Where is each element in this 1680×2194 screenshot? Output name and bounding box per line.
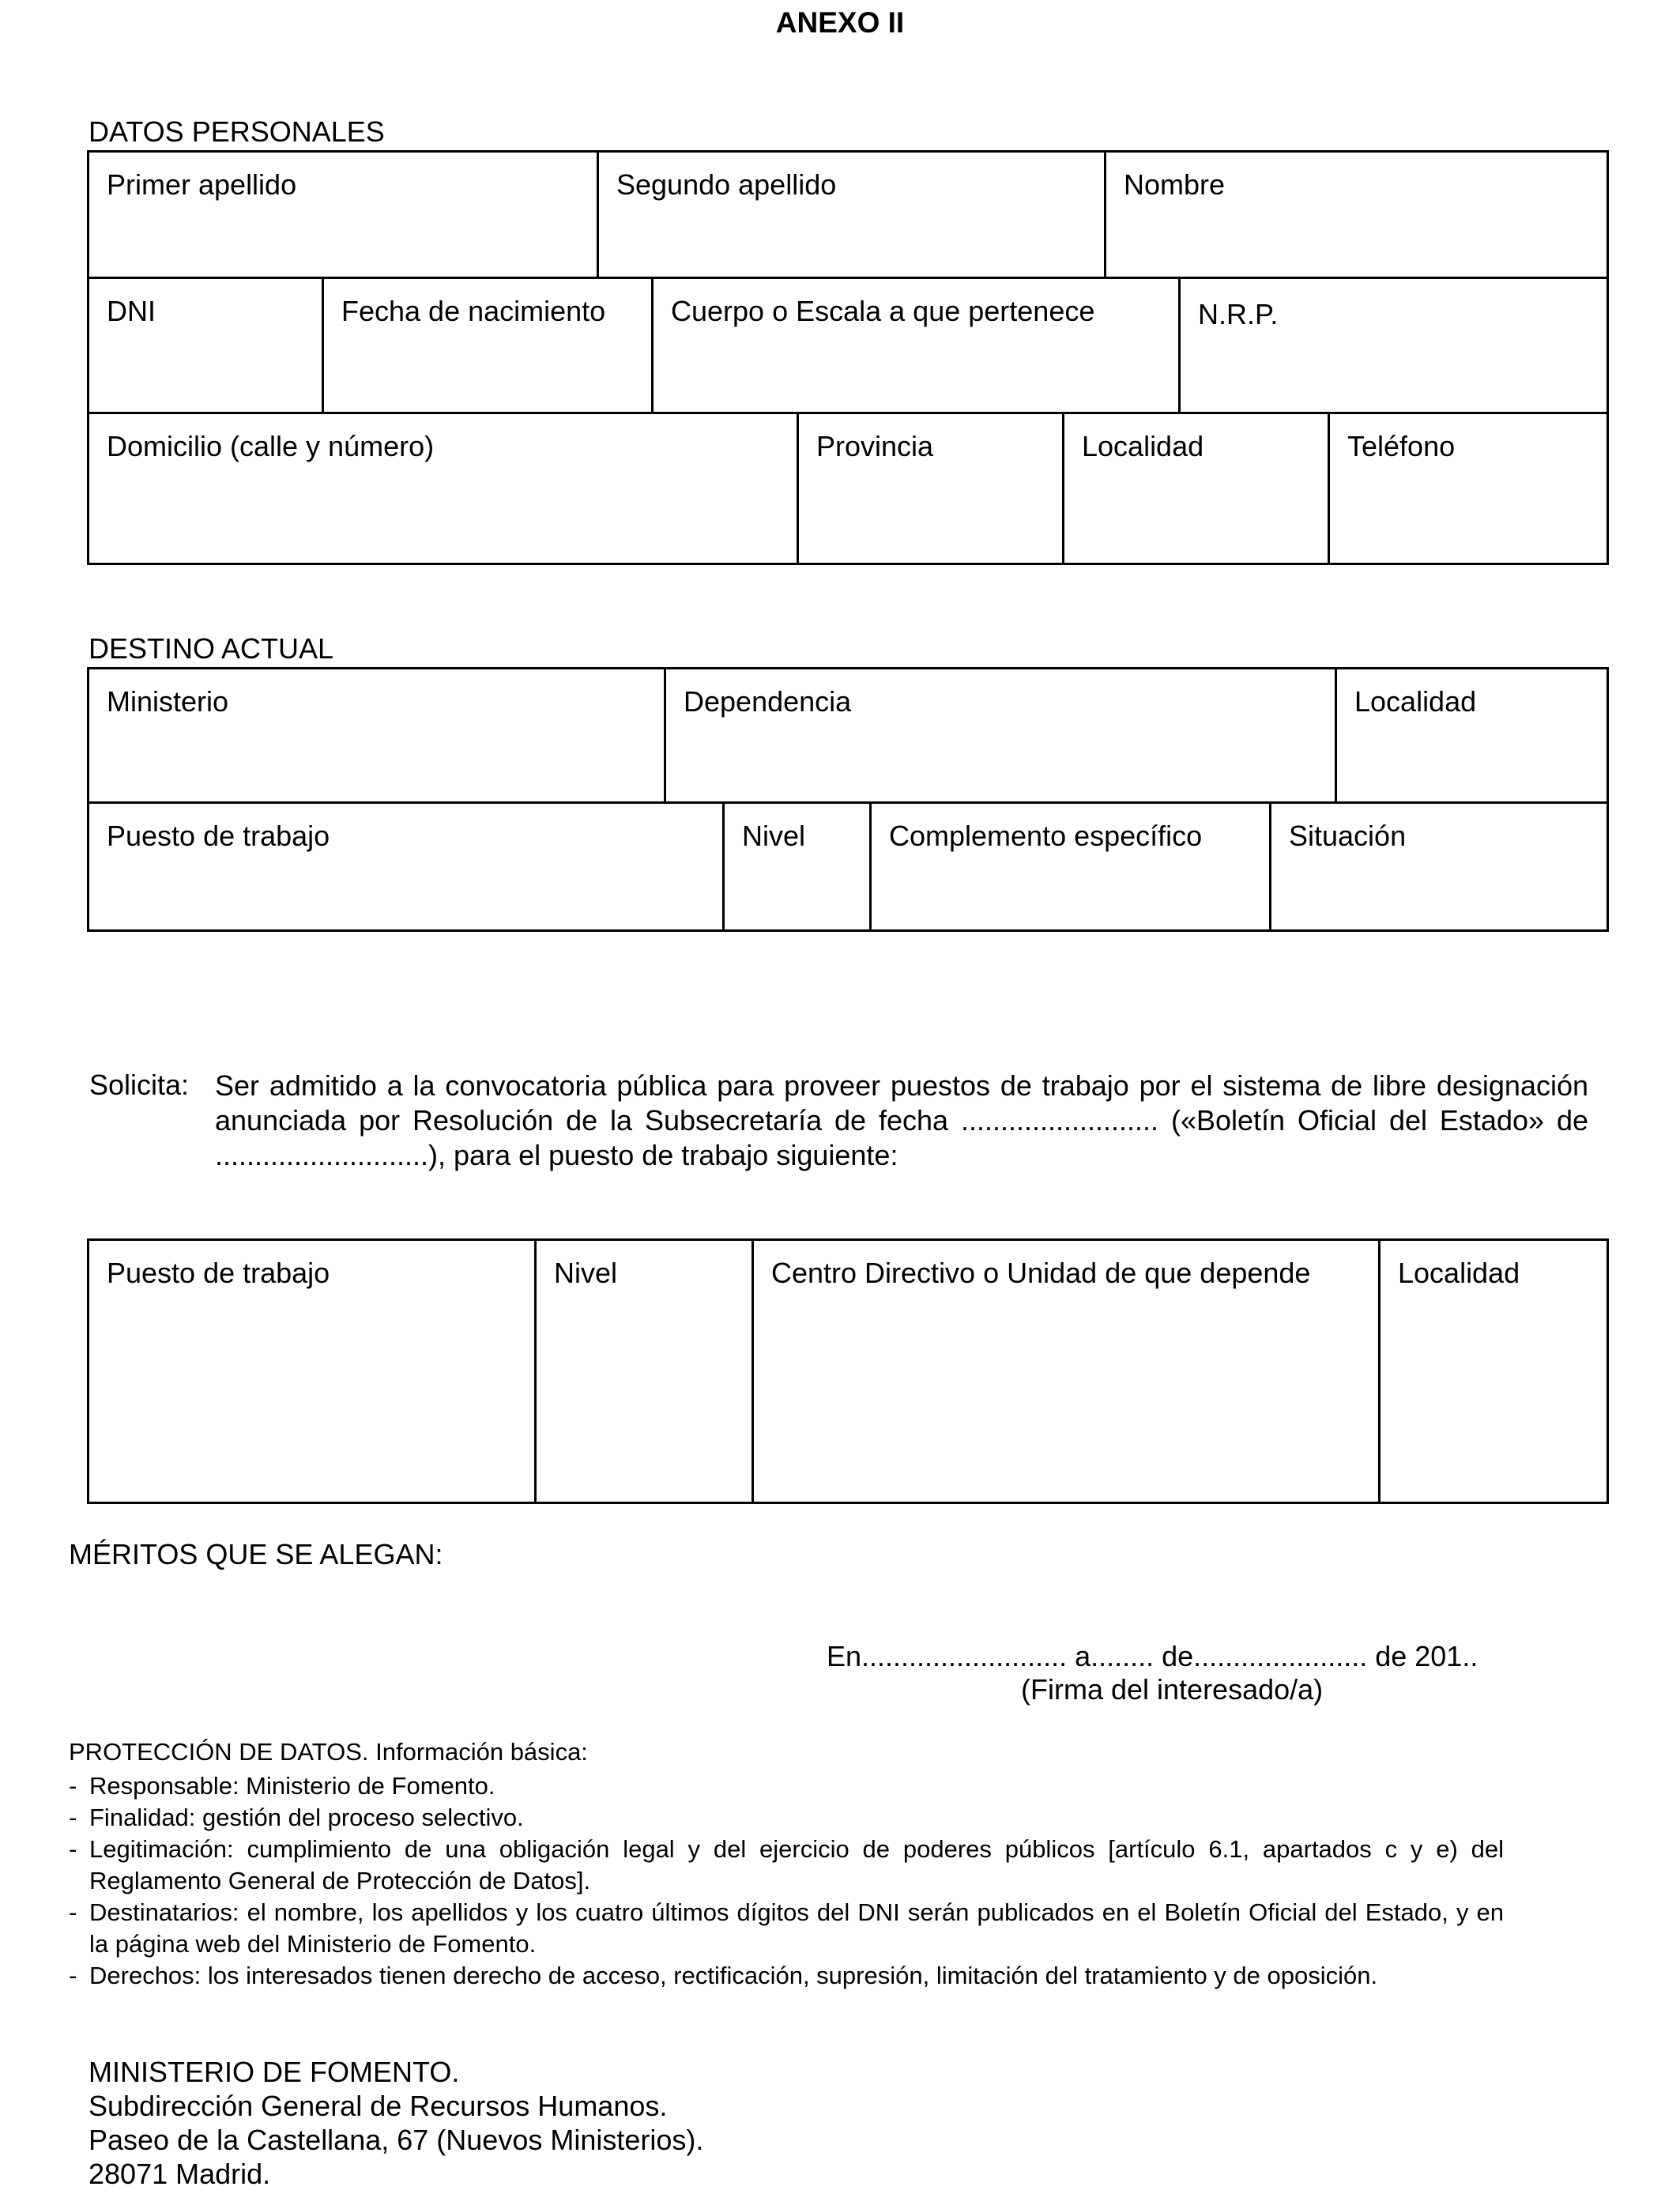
field-label: Teléfono bbox=[1347, 430, 1456, 462]
field-localidad-destino[interactable] bbox=[1337, 669, 1607, 801]
datos-personales-table bbox=[87, 150, 1609, 565]
field-label: Localidad bbox=[1398, 1257, 1520, 1289]
destino-actual-label: DESTINO ACTUAL bbox=[89, 632, 334, 665]
field-domicilio[interactable] bbox=[89, 414, 797, 563]
field-label: Nivel bbox=[554, 1257, 618, 1289]
field-nrp[interactable] bbox=[1181, 279, 1607, 412]
address-line: Subdirección General de Recursos Humanos. bbox=[89, 2090, 668, 2122]
field-label: Nivel bbox=[742, 820, 806, 852]
firma-label: (Firma del interesado/a) bbox=[1021, 1673, 1324, 1706]
field-dependencia[interactable] bbox=[666, 669, 1335, 801]
solicita-text: Ser admitido a la convocatoria pública para proveer puestos de trabajo por el sistema de libre designación anunciada por Resolución de la Subsecretaría de fecha ......................... («Boletín Oficial del Estado» de ...........................), para el puesto de trabajo siguiente: bbox=[215, 1069, 1588, 1171]
list-item-text: Destinatarios: el nombre, los apellidos y los cuatro últimos dígitos del DNI serán publicados en el Boletín Oficial del Estado, y en la página web del Ministerio de Fomento. bbox=[89, 1898, 1504, 1958]
field-label: Provincia bbox=[816, 430, 934, 462]
field-cuerpo-escala[interactable] bbox=[654, 279, 1178, 412]
field-segundo-apellido[interactable] bbox=[599, 153, 1104, 277]
field-provincia[interactable] bbox=[799, 414, 1062, 563]
field-label: Localidad bbox=[1082, 430, 1204, 462]
field-label: Puesto de trabajo bbox=[107, 1257, 330, 1289]
field-label: Nombre bbox=[1124, 168, 1226, 201]
field-label: Domicilio (calle y número) bbox=[107, 430, 435, 462]
address-line: MINISTERIO DE FOMENTO. bbox=[89, 2056, 460, 2088]
list-item bbox=[69, 1960, 1504, 1992]
field-localidad-solicitada[interactable] bbox=[1381, 1241, 1607, 1502]
field-label: Complemento específico bbox=[889, 820, 1203, 852]
list-item bbox=[69, 1770, 1504, 1802]
destino-actual-table bbox=[87, 667, 1609, 932]
list-item-text: Responsable: Ministerio de Fomento. bbox=[89, 1772, 495, 1800]
field-dni[interactable] bbox=[89, 279, 322, 412]
puesto-solicitado-table bbox=[87, 1238, 1609, 1504]
field-label: Puesto de trabajo bbox=[107, 820, 330, 852]
bullet-dash: - bbox=[69, 1898, 77, 1926]
address-line: Paseo de la Castellana, 67 (Nuevos Ministerios). bbox=[89, 2124, 704, 2156]
field-primer-apellido[interactable] bbox=[89, 153, 597, 277]
fecha-firma-line: En.......................... a........ de...................... de 201.. bbox=[827, 1640, 1478, 1672]
bullet-dash: - bbox=[69, 1962, 77, 1989]
field-label: Centro Directivo o Unidad de que depende bbox=[771, 1257, 1311, 1289]
page-title: ANEXO II bbox=[775, 6, 905, 39]
field-situacion[interactable] bbox=[1271, 804, 1607, 929]
field-nivel-actual[interactable] bbox=[725, 804, 869, 929]
bullet-dash: - bbox=[69, 1804, 77, 1831]
field-label: Primer apellido bbox=[107, 168, 297, 201]
list-item-text: Finalidad: gestión del proceso selectivo. bbox=[89, 1804, 524, 1831]
field-label: Localidad bbox=[1354, 685, 1477, 718]
list-item bbox=[69, 1802, 1504, 1834]
field-label: Dependencia bbox=[684, 685, 852, 718]
bullet-dash: - bbox=[69, 1835, 77, 1863]
meritos-label: MÉRITOS QUE SE ALEGAN: bbox=[69, 1538, 443, 1570]
list-item bbox=[69, 1897, 1504, 1960]
field-nivel-solicitado[interactable] bbox=[537, 1241, 751, 1502]
proteccion-datos-list bbox=[69, 1770, 1504, 1992]
field-puesto-trabajo-actual[interactable] bbox=[89, 804, 722, 929]
list-item bbox=[69, 1834, 1504, 1897]
ministry-address bbox=[89, 2055, 703, 2191]
field-nombre[interactable] bbox=[1106, 153, 1607, 277]
field-ministerio[interactable] bbox=[89, 669, 664, 801]
field-complemento-especifico[interactable] bbox=[872, 804, 1269, 929]
field-label: Cuerpo o Escala a que pertenece bbox=[671, 295, 1095, 327]
field-localidad[interactable] bbox=[1064, 414, 1328, 563]
field-telefono[interactable] bbox=[1330, 414, 1607, 563]
datos-personales-label: DATOS PERSONALES bbox=[89, 115, 385, 148]
proteccion-datos-heading: PROTECCIÓN DE DATOS. Información básica: bbox=[69, 1738, 588, 1766]
field-label: Segundo apellido bbox=[616, 168, 837, 201]
solicita-label: Solicita: bbox=[89, 1069, 190, 1101]
bullet-dash: - bbox=[69, 1772, 77, 1800]
field-label: Ministerio bbox=[107, 685, 229, 718]
list-item-text: Derechos: los interesados tienen derecho de acceso, rectificación, supresión, limitación del tratamiento y de oposición. bbox=[89, 1962, 1378, 1989]
field-label: Situación bbox=[1289, 820, 1407, 852]
field-puesto-solicitado[interactable] bbox=[89, 1241, 534, 1502]
field-centro-directivo[interactable] bbox=[754, 1241, 1378, 1502]
field-fecha-nacimiento[interactable] bbox=[324, 279, 651, 412]
address-line: 28071 Madrid. bbox=[89, 2158, 271, 2190]
field-label: N.R.P. bbox=[1198, 298, 1279, 330]
field-label: Fecha de nacimiento bbox=[341, 295, 606, 327]
field-label: DNI bbox=[107, 295, 156, 327]
list-item-text: Legitimación: cumplimiento de una obligación legal y del ejercicio de poderes públicos [artículo 6.1, apartados c y e) del Reglamento General de Protección de Datos]. bbox=[89, 1835, 1504, 1894]
